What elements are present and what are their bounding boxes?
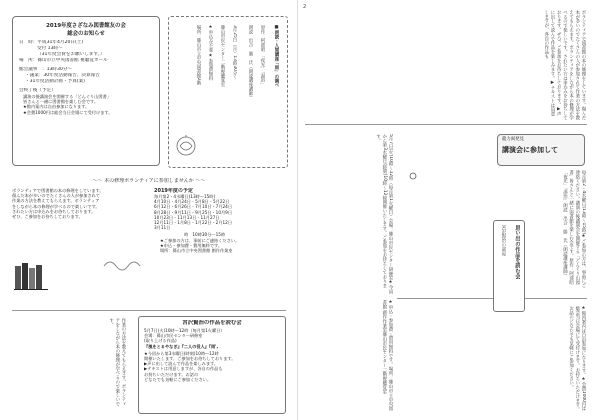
volunteer-body-4: されたい方は申込みをお待ちしております。 — [12, 208, 96, 214]
meeting-reception: 受付 13時～ — [37, 46, 63, 51]
volunteer-body-1: 傷んだ本が多いのでたくさんの人が参加されて — [12, 193, 100, 199]
sidebar-box — [493, 220, 525, 312]
lecture-line-6: 場所：篠山市立中央図書館2階 — [196, 25, 201, 85]
article-bottom-span-1: ★館内案内は自由参加になります。 — [581, 306, 586, 377]
gathering-title: 宮沢賢治の作品を読む会 — [182, 320, 242, 326]
column-text-body-2: をしながら本の修理が学べるので楽しいです。 — [108, 318, 120, 407]
schedule-line-5: 12月11日・1月8日・1月22日・2月12日 — [154, 220, 233, 226]
article-mid-span-5: 原作：阿部昭 「夜光」「湯治」 — [562, 170, 574, 289]
agenda-head: 総会議事 ：13時30分～ — [19, 67, 73, 72]
lecture-box — [168, 16, 288, 168]
meeting-notice — [12, 16, 160, 166]
article-left-span-1: 5月7日(火)10時～12時（毎月第1火曜日） — [388, 134, 393, 219]
right-page — [297, 0, 594, 420]
article-bottom-span-4: どなたでも気軽にご参加ください。 — [568, 319, 574, 390]
volunteer-body-3: をしながら本の修理が学べるので楽しいです。 — [12, 203, 100, 209]
schedule-box — [150, 186, 286, 304]
volunteer-title: ～～ 本の修理ボランティアに参加しませんか ～～ — [92, 178, 206, 184]
schedule-line-2: 6月12日・6月26日・7月10日・7月24日 — [154, 204, 233, 210]
schedule-line-9: ★申込・参加費・費用無料です。 — [160, 242, 223, 248]
article-left-span-3: ★今回から第3水曜日(時刻)10時～12時 — [381, 134, 393, 294]
volunteer-box — [12, 186, 142, 304]
article-mid-span-3: 講演の後講演会を開催する「どんぐり山図書」 — [568, 170, 580, 285]
right-divider-2 — [397, 298, 587, 299]
column-box-left — [12, 316, 130, 412]
article-bottom-left-span-3: 篠山市民センター二階視聴覚室 — [381, 332, 387, 394]
gathering-box — [138, 316, 286, 414]
gathering-line-0: 5月7日(火)10時～12時（毎月第1火曜日） — [144, 328, 225, 333]
article-bottom-left-text — [307, 300, 393, 412]
lecture-line-1: 原作：阿部昭 「夜光」「湯治」 — [260, 25, 265, 87]
article-upper-span-1: ボランティアで図書館の本の修理をしています。 — [581, 10, 586, 107]
meeting-place: 場 所：篠山市立中央図書館 視聴覚ホール — [19, 58, 108, 63]
article-upper-span-7: ▶声に出して読んで作品を楽しみます。 — [549, 10, 562, 117]
lecture-line-5: ★申込み不要 ★参加費無料 — [208, 25, 213, 81]
schedule-title: 2019年度の予定 — [154, 188, 193, 194]
article-mid-span-1: 毎月第2・4水曜日(13時～15時) — [581, 170, 586, 235]
fee-line-2: 皆さんと一緒に図書館を楽しむ会です。 — [23, 99, 99, 105]
article-upper-span-2: 傷んだ本が多いのでたくさんの人が参加されて — [574, 10, 586, 120]
article-bottom-left-span-2: 場所：篠山市立中央図書館 創作作業室 — [381, 300, 393, 411]
gathering-line-5: 開催いたします。ご参加をお待ちしております。 — [144, 356, 236, 362]
right-divider — [305, 124, 587, 125]
article-upper-span-4: をしながら本の修理が学べるので楽しいです。 — [562, 10, 574, 120]
article-left-span-4: 開催いたします。ご参加をお待ちしております。 — [375, 134, 387, 288]
article-mid-span-2: ★ご参加の方は、事前にご連絡ください。 — [574, 170, 586, 288]
article-upper-span-3: 作業の方法を教えてもらえます。ボランティア — [568, 10, 580, 120]
schedule-line-7: 時 10時30分～15時 — [184, 232, 226, 238]
article-bottom-span-2: ★会費1000円は総会当日会場にて受付けます。 — [574, 306, 586, 411]
schedule-line-6: 3月11日 — [154, 225, 171, 231]
volunteer-body-0: ボランティアで図書館の本の修理をしています。 — [12, 188, 104, 193]
gathering-line-1: 会場：篠山市民センター研修室 — [144, 333, 203, 339]
sidebar-sub: 宮沢賢治の部屋 — [501, 225, 506, 256]
schedule-line-1: 4月10日・4月24日・5月8日・5月22日 — [154, 199, 230, 205]
books-illustration-icon — [14, 260, 48, 290]
article-mid-span-6: 朗読 出合 勝 氏（朗読講座講師） — [562, 203, 568, 278]
fee-head: 会終了後（予定） — [19, 88, 56, 93]
divider-line — [12, 310, 286, 311]
schedule-line-0: 毎月第2・4水曜日(13時～15時) — [154, 194, 216, 199]
schedule-line-10: 場所：篠山市立中央図書館 創作作業室 — [160, 248, 233, 254]
report-heading-label: 龍力両発見 — [502, 137, 524, 142]
page-number: 2 — [303, 4, 307, 10]
lecture-line-0: ■朗読・人間講座「雨」の調べ — [274, 25, 279, 88]
meeting-subtitle: 総会のお知らせ — [67, 31, 105, 37]
report-heading-title: 講演会に参加して — [502, 146, 558, 154]
article-upper-span-6: ぜひ、ご参加をお待ちしております。 — [556, 32, 562, 107]
schedule-line-4: 10月23日・11月13日・11月27日 — [154, 214, 220, 220]
volunteer-body-5: ぜひ、ご参加をお待ちしております。 — [12, 214, 83, 220]
article-left-text — [307, 134, 393, 294]
article-bottom-text — [406, 306, 586, 412]
lecture-line-3: 3月25日（月）13時30分～ — [232, 25, 237, 80]
gathering-line-9: どなたでも気軽にご参加ください。 — [144, 376, 212, 382]
article-upper-text — [316, 10, 586, 120]
sidebar-title: 思い出の作品を読む会 — [514, 225, 520, 279]
article-upper-span-5: されたい方は申込みをお待ちしております。 — [556, 10, 568, 120]
fee-line-1: 講演の後講演会を開催する「どんぐり山図書」 — [23, 94, 111, 99]
article-bottom-left-span-1: ★申込・参加費・費用無料です。 — [388, 300, 393, 367]
article-bottom-span-3: お持ちいただけます。お話の — [568, 306, 580, 412]
article-upper-span-8: ▶テキストは用意しますが、各自の作品も — [543, 10, 555, 117]
squiggle-decoration-icon — [102, 256, 142, 276]
schedule-line-3: 8月28日・9月11日・9月25日・10月9日 — [154, 209, 233, 215]
meeting-title: 2019年度さざなみ図書館友の会 — [46, 23, 126, 29]
agenda-item-1: ・議案：30年度活動報告、決算報告 — [25, 73, 100, 78]
gathering-line-6: ▶声に出して読んで作品を楽しみます。 — [144, 361, 219, 367]
column-text-body: 作業の方法を教えてもらえます。ボランティア — [114, 318, 126, 406]
fee-line-4: ★会費1000円は総会当日会場にて受付けます。 — [23, 109, 113, 115]
lantern-illustration-icon — [175, 133, 197, 159]
column-text — [16, 318, 126, 410]
meeting-date: 日 時：平成31年4月20日(土) — [19, 40, 84, 45]
gathering-line-3: 『風をとるやなぎ』『二人の役人』『雨', — [144, 343, 219, 349]
circle-ornament-icon — [409, 172, 417, 180]
lecture-line-4: 篠山市民センター二階視聴覚室 — [220, 25, 225, 87]
schedule-line-8: ★ご参加の方は、事前にご連絡ください。 — [160, 237, 240, 243]
article-left-span-2: 会場：篠山市民センター研修室 — [388, 218, 393, 281]
gathering-line-4: ★今回から第3水曜日(時刻)10時～12時 — [144, 350, 219, 356]
gathering-line-2: (取り上げる作品) — [144, 338, 177, 344]
agenda-item-2: ・31年度活動計画・予算(案) — [25, 79, 85, 84]
gathering-line-8: お持ちいただけます。お話の — [144, 371, 199, 377]
volunteer-body-2: 作業の方法を教えてもらえます。ボランティア — [12, 198, 100, 204]
fee-line-3: ★館内案内は自由参加になります。 — [23, 104, 90, 110]
article-mid-span-4: 皆さんと一緒に図書館を楽しむ会です。 — [568, 178, 574, 259]
report-heading — [497, 134, 585, 166]
meeting-note: （31年度会費をお願いします。） — [37, 52, 105, 57]
gathering-line-7: ▶テキストは用意しますが、各自の作品も — [144, 366, 223, 372]
lecture-line-2: 朗読 出合 勝 氏（朗読講座講師） — [248, 25, 253, 100]
